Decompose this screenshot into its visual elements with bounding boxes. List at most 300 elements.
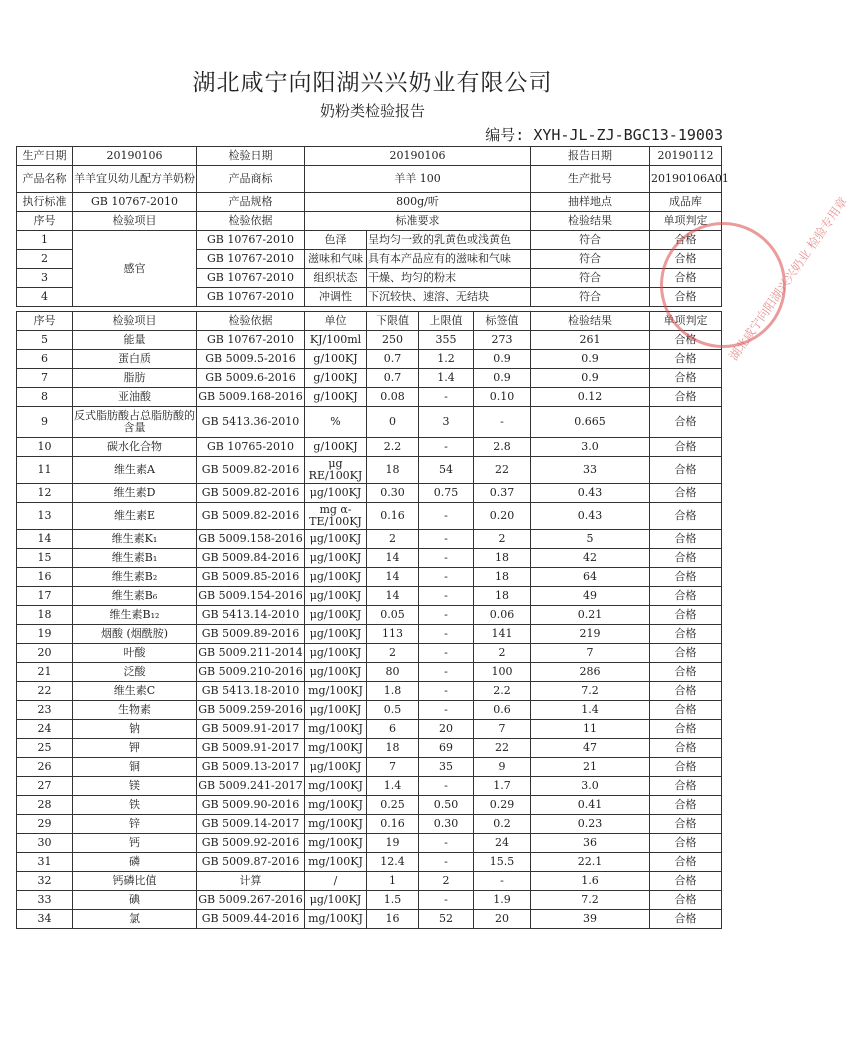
- table-row: [17, 663, 722, 682]
- basis-cell: GB 5413.14-2010: [197, 606, 305, 625]
- label-cell: 18: [474, 549, 531, 568]
- label-cell: 141: [474, 625, 531, 644]
- label-cell: 20: [474, 910, 531, 929]
- judge-cell: 合格: [650, 568, 722, 587]
- high-cell: 3: [419, 407, 474, 438]
- label-cell: 2.2: [474, 682, 531, 701]
- result-cell: 219: [531, 625, 650, 644]
- result-cell: 0.9: [531, 369, 650, 388]
- column-header: 标准要求: [305, 212, 531, 231]
- low-cell: 0.25: [367, 796, 419, 815]
- unit-cell: μg/100KJ: [305, 758, 367, 777]
- info-value: 20190106: [305, 147, 531, 166]
- judge-cell: 合格: [650, 484, 722, 503]
- low-cell: 2: [367, 644, 419, 663]
- label-cell: 1.9: [474, 891, 531, 910]
- judge-cell: 合格: [650, 796, 722, 815]
- judge-cell: 合格: [650, 369, 722, 388]
- low-cell: 250: [367, 331, 419, 350]
- basis-cell: GB 5009.154-2016: [197, 587, 305, 606]
- high-cell: -: [419, 606, 474, 625]
- info-value: 羊羊 100: [305, 166, 531, 193]
- result-cell: 49: [531, 587, 650, 606]
- basis-cell: GB 10767-2010: [197, 231, 305, 250]
- judge-cell: 合格: [650, 663, 722, 682]
- item-cell: 能量: [73, 331, 197, 350]
- high-cell: -: [419, 625, 474, 644]
- judge-cell: 合格: [650, 910, 722, 929]
- table-row: [17, 530, 722, 549]
- result-cell: 符合: [531, 231, 650, 250]
- table-row: [17, 388, 722, 407]
- table-row: [17, 796, 722, 815]
- column-header: 检验依据: [197, 212, 305, 231]
- label-cell: 1.7: [474, 777, 531, 796]
- basis-cell: GB 5009.14-2017: [197, 815, 305, 834]
- unit-cell: μg/100KJ: [305, 587, 367, 606]
- info-label: 报告日期: [531, 147, 650, 166]
- high-cell: 0.75: [419, 484, 474, 503]
- low-cell: 16: [367, 910, 419, 929]
- column-header: 单位: [305, 312, 367, 331]
- info-label: 执行标准: [17, 193, 73, 212]
- info-value: 800g/听: [305, 193, 531, 212]
- basis-cell: GB 5009.168-2016: [197, 388, 305, 407]
- item-cell: 碘: [73, 891, 197, 910]
- low-cell: 12.4: [367, 853, 419, 872]
- item-cell: 生物素: [73, 701, 197, 720]
- table-row: [17, 834, 722, 853]
- unit-cell: mg/100KJ: [305, 777, 367, 796]
- judge-cell: 合格: [650, 606, 722, 625]
- label-cell: 2: [474, 644, 531, 663]
- table-row: [17, 350, 722, 369]
- label-cell: 0.6: [474, 701, 531, 720]
- basis-cell: GB 5009.241-2017: [197, 777, 305, 796]
- info-label: 生产批号: [531, 166, 650, 193]
- result-cell: 1.6: [531, 872, 650, 891]
- seq-cell: 9: [17, 407, 73, 438]
- low-cell: 2: [367, 530, 419, 549]
- table-row: [17, 606, 722, 625]
- seq-cell: 4: [17, 288, 73, 307]
- result-cell: 39: [531, 910, 650, 929]
- low-cell: 0.7: [367, 369, 419, 388]
- seq-cell: 17: [17, 587, 73, 606]
- item-cell: 维生素C: [73, 682, 197, 701]
- sensory-sub-cell: 冲调性: [305, 288, 367, 307]
- unit-cell: μg/100KJ: [305, 606, 367, 625]
- item-cell: 脂肪: [73, 369, 197, 388]
- seq-cell: 34: [17, 910, 73, 929]
- result-cell: 64: [531, 568, 650, 587]
- low-cell: 1.5: [367, 891, 419, 910]
- report-number: 编号: XYH-JL-ZJ-BGC13-19003: [485, 126, 723, 144]
- high-cell: -: [419, 701, 474, 720]
- seq-cell: 8: [17, 388, 73, 407]
- basis-cell: GB 5009.91-2017: [197, 720, 305, 739]
- judge-cell: 合格: [650, 388, 722, 407]
- seq-cell: 14: [17, 530, 73, 549]
- result-cell: 42: [531, 549, 650, 568]
- judge-cell: 合格: [650, 872, 722, 891]
- result-cell: 0.23: [531, 815, 650, 834]
- label-cell: 0.29: [474, 796, 531, 815]
- unit-cell: mg/100KJ: [305, 796, 367, 815]
- info-value: 20190106: [73, 147, 197, 166]
- label-cell: 0.20: [474, 503, 531, 530]
- result-cell: 33: [531, 457, 650, 484]
- seq-cell: 7: [17, 369, 73, 388]
- result-cell: 符合: [531, 250, 650, 269]
- table-row: [17, 369, 722, 388]
- unit-cell: g/100KJ: [305, 388, 367, 407]
- unit-cell: μg/100KJ: [305, 663, 367, 682]
- sensory-header-row: [17, 212, 722, 231]
- basis-cell: GB 5009.267-2016: [197, 891, 305, 910]
- seq-cell: 18: [17, 606, 73, 625]
- label-cell: 273: [474, 331, 531, 350]
- seq-cell: 15: [17, 549, 73, 568]
- label-cell: 100: [474, 663, 531, 682]
- column-header: 标签值: [474, 312, 531, 331]
- seq-cell: 13: [17, 503, 73, 530]
- basis-cell: GB 5009.90-2016: [197, 796, 305, 815]
- label-cell: -: [474, 407, 531, 438]
- info-row-3: [17, 193, 722, 212]
- high-cell: 0.30: [419, 815, 474, 834]
- basis-cell: GB 5009.92-2016: [197, 834, 305, 853]
- table-row: [17, 815, 722, 834]
- item-cell: 钾: [73, 739, 197, 758]
- judge-cell: 合格: [650, 625, 722, 644]
- low-cell: 18: [367, 739, 419, 758]
- table-row: [17, 701, 722, 720]
- seq-cell: 21: [17, 663, 73, 682]
- table-row: [17, 407, 722, 438]
- sensory-sub-cell: 组织状态: [305, 269, 367, 288]
- item-cell: 钙磷比值: [73, 872, 197, 891]
- info-label: 产品名称: [17, 166, 73, 193]
- seq-cell: 30: [17, 834, 73, 853]
- item-cell: 维生素D: [73, 484, 197, 503]
- result-cell: 0.21: [531, 606, 650, 625]
- sensory-row: [17, 231, 722, 250]
- label-cell: 9: [474, 758, 531, 777]
- table-row: [17, 644, 722, 663]
- unit-cell: μg/100KJ: [305, 530, 367, 549]
- label-cell: 0.2: [474, 815, 531, 834]
- seq-cell: 6: [17, 350, 73, 369]
- unit-cell: g/100KJ: [305, 369, 367, 388]
- label-cell: 15.5: [474, 853, 531, 872]
- low-cell: 80: [367, 663, 419, 682]
- high-cell: -: [419, 530, 474, 549]
- basis-cell: GB 5009.5-2016: [197, 350, 305, 369]
- unit-cell: μg/100KJ: [305, 701, 367, 720]
- table-row: [17, 739, 722, 758]
- judge-cell: 合格: [650, 530, 722, 549]
- unit-cell: KJ/100ml: [305, 331, 367, 350]
- seq-cell: 32: [17, 872, 73, 891]
- low-cell: 0.16: [367, 815, 419, 834]
- table-row: [17, 758, 722, 777]
- info-value: 成品库: [650, 193, 722, 212]
- basis-cell: GB 5009.82-2016: [197, 484, 305, 503]
- high-cell: -: [419, 587, 474, 606]
- item-cell: 维生素B₁₂: [73, 606, 197, 625]
- unit-cell: g/100KJ: [305, 350, 367, 369]
- column-header: 上限值: [419, 312, 474, 331]
- low-cell: 0.7: [367, 350, 419, 369]
- high-cell: 52: [419, 910, 474, 929]
- high-cell: 355: [419, 331, 474, 350]
- result-cell: 3.0: [531, 777, 650, 796]
- judge-cell: 合格: [650, 682, 722, 701]
- low-cell: 0.16: [367, 503, 419, 530]
- judge-cell: 合格: [650, 758, 722, 777]
- table-row: [17, 720, 722, 739]
- column-header: 检验结果: [531, 212, 650, 231]
- info-value: 羊羊宜贝幼儿配方羊奶粉: [73, 166, 197, 193]
- high-cell: -: [419, 438, 474, 457]
- company-name: 湖北咸宁向阳湖兴兴奶业有限公司: [192, 70, 553, 96]
- info-label: 生产日期: [17, 147, 73, 166]
- item-cell: 蛋白质: [73, 350, 197, 369]
- info-row-2: [17, 166, 722, 193]
- judge-cell: 合格: [650, 457, 722, 484]
- basis-cell: GB 5009.211-2014: [197, 644, 305, 663]
- sensory-sub-cell: 滋味和气味: [305, 250, 367, 269]
- label-cell: 2: [474, 530, 531, 549]
- item-cell: 维生素E: [73, 503, 197, 530]
- basis-cell: GB 5009.85-2016: [197, 568, 305, 587]
- info-label: 产品商标: [197, 166, 305, 193]
- column-header: 单项判定: [650, 312, 722, 331]
- result-cell: 0.43: [531, 503, 650, 530]
- seq-cell: 12: [17, 484, 73, 503]
- judge-cell: 合格: [650, 549, 722, 568]
- seq-cell: 33: [17, 891, 73, 910]
- high-cell: 2: [419, 872, 474, 891]
- result-cell: 符合: [531, 288, 650, 307]
- column-header: 检验依据: [197, 312, 305, 331]
- high-cell: -: [419, 568, 474, 587]
- unit-cell: μg RE/100KJ: [305, 457, 367, 484]
- seq-cell: 24: [17, 720, 73, 739]
- requirement-cell: 呈均匀一致的乳黄色或浅黄色: [367, 231, 531, 250]
- column-header: 检验结果: [531, 312, 650, 331]
- label-cell: 0.10: [474, 388, 531, 407]
- low-cell: 0.05: [367, 606, 419, 625]
- item-cell: 烟酸 (烟酰胺): [73, 625, 197, 644]
- inspection-table: [16, 146, 729, 929]
- table-row: [17, 568, 722, 587]
- unit-cell: mg/100KJ: [305, 910, 367, 929]
- column-header: 序号: [17, 312, 73, 331]
- basis-cell: GB 5009.13-2017: [197, 758, 305, 777]
- unit-cell: mg/100KJ: [305, 720, 367, 739]
- low-cell: 18: [367, 457, 419, 484]
- high-cell: -: [419, 663, 474, 682]
- high-cell: -: [419, 549, 474, 568]
- seq-cell: 19: [17, 625, 73, 644]
- seq-cell: 23: [17, 701, 73, 720]
- sensory-sub-cell: 色泽: [305, 231, 367, 250]
- label-cell: 22: [474, 739, 531, 758]
- item-cell: 铜: [73, 758, 197, 777]
- basis-cell: GB 10767-2010: [197, 269, 305, 288]
- basis-cell: GB 5009.87-2016: [197, 853, 305, 872]
- column-header: 序号: [17, 212, 73, 231]
- result-cell: 5: [531, 530, 650, 549]
- judge-cell: 合格: [650, 853, 722, 872]
- unit-cell: mg/100KJ: [305, 815, 367, 834]
- item-cell: 磷: [73, 853, 197, 872]
- item-cell: 钠: [73, 720, 197, 739]
- result-cell: 7.2: [531, 891, 650, 910]
- info-label: 抽样地点: [531, 193, 650, 212]
- judge-cell: 合格: [650, 269, 722, 288]
- result-cell: 22.1: [531, 853, 650, 872]
- unit-cell: mg α-TE/100KJ: [305, 503, 367, 530]
- unit-cell: μg/100KJ: [305, 549, 367, 568]
- seq-cell: 2: [17, 250, 73, 269]
- sensory-group-cell: 感官: [73, 231, 197, 307]
- item-cell: 钙: [73, 834, 197, 853]
- label-cell: 7: [474, 720, 531, 739]
- high-cell: -: [419, 834, 474, 853]
- low-cell: 0: [367, 407, 419, 438]
- official-seal: [660, 222, 786, 348]
- unit-cell: μg/100KJ: [305, 568, 367, 587]
- item-cell: 维生素K₁: [73, 530, 197, 549]
- judge-cell: 合格: [650, 438, 722, 457]
- seq-cell: 1: [17, 231, 73, 250]
- item-cell: 维生素B₂: [73, 568, 197, 587]
- label-cell: 2.8: [474, 438, 531, 457]
- result-cell: 21: [531, 758, 650, 777]
- table-row: [17, 331, 722, 350]
- table-row: [17, 891, 722, 910]
- seq-cell: 28: [17, 796, 73, 815]
- judge-cell: 合格: [650, 331, 722, 350]
- seq-cell: 27: [17, 777, 73, 796]
- unit-cell: %: [305, 407, 367, 438]
- item-cell: 亚油酸: [73, 388, 197, 407]
- unit-cell: mg/100KJ: [305, 834, 367, 853]
- low-cell: 7: [367, 758, 419, 777]
- label-cell: 0.9: [474, 350, 531, 369]
- judge-cell: 合格: [650, 503, 722, 530]
- document-title: 奶粉类检验报告: [319, 102, 425, 120]
- judge-cell: 合格: [650, 891, 722, 910]
- item-cell: 镁: [73, 777, 197, 796]
- column-header: 检验项目: [73, 212, 197, 231]
- low-cell: 14: [367, 568, 419, 587]
- label-cell: 0.37: [474, 484, 531, 503]
- label-cell: 22: [474, 457, 531, 484]
- item-cell: 泛酸: [73, 663, 197, 682]
- result-cell: 7.2: [531, 682, 650, 701]
- info-label: 检验日期: [197, 147, 305, 166]
- table-row: [17, 484, 722, 503]
- basis-cell: 计算: [197, 872, 305, 891]
- result-cell: 3.0: [531, 438, 650, 457]
- high-cell: -: [419, 777, 474, 796]
- judge-cell: 合格: [650, 231, 722, 250]
- low-cell: 0.5: [367, 701, 419, 720]
- basis-cell: GB 5009.6-2016: [197, 369, 305, 388]
- unit-cell: mg/100KJ: [305, 682, 367, 701]
- basis-cell: GB 5009.259-2016: [197, 701, 305, 720]
- info-value: 20190112: [650, 147, 722, 166]
- low-cell: 113: [367, 625, 419, 644]
- table-row: [17, 853, 722, 872]
- judge-cell: 合格: [650, 350, 722, 369]
- basis-cell: GB 10765-2010: [197, 438, 305, 457]
- basis-cell: GB 5413.36-2010: [197, 407, 305, 438]
- high-cell: 1.2: [419, 350, 474, 369]
- item-cell: 铁: [73, 796, 197, 815]
- seq-cell: 22: [17, 682, 73, 701]
- high-cell: -: [419, 853, 474, 872]
- table-row: [17, 549, 722, 568]
- unit-cell: μg/100KJ: [305, 625, 367, 644]
- label-cell: 18: [474, 587, 531, 606]
- low-cell: 0.08: [367, 388, 419, 407]
- basis-cell: GB 10767-2010: [197, 331, 305, 350]
- table-row: [17, 777, 722, 796]
- label-cell: 24: [474, 834, 531, 853]
- seq-cell: 16: [17, 568, 73, 587]
- item-cell: 叶酸: [73, 644, 197, 663]
- info-label: 产品规格: [197, 193, 305, 212]
- low-cell: 1: [367, 872, 419, 891]
- judge-cell: 合格: [650, 250, 722, 269]
- judge-cell: 合格: [650, 777, 722, 796]
- result-cell: 0.665: [531, 407, 650, 438]
- low-cell: 14: [367, 549, 419, 568]
- low-cell: 14: [367, 587, 419, 606]
- seal-text: 湖北咸宁向阳湖兴兴奶业 检验专用章: [726, 194, 851, 364]
- item-cell: 维生素A: [73, 457, 197, 484]
- info-value: GB 10767-2010: [73, 193, 197, 212]
- seq-cell: 3: [17, 269, 73, 288]
- high-cell: 69: [419, 739, 474, 758]
- high-cell: -: [419, 388, 474, 407]
- low-cell: 0.30: [367, 484, 419, 503]
- unit-cell: μg/100KJ: [305, 644, 367, 663]
- judge-cell: 合格: [650, 834, 722, 853]
- unit-cell: mg/100KJ: [305, 853, 367, 872]
- judge-cell: 合格: [650, 701, 722, 720]
- high-cell: 0.50: [419, 796, 474, 815]
- table-row: [17, 457, 722, 484]
- result-cell: 0.9: [531, 350, 650, 369]
- label-cell: 0.06: [474, 606, 531, 625]
- result-cell: 符合: [531, 269, 650, 288]
- seq-cell: 20: [17, 644, 73, 663]
- basis-cell: GB 5009.89-2016: [197, 625, 305, 644]
- table-row: [17, 910, 722, 929]
- result-cell: 47: [531, 739, 650, 758]
- judge-cell: 合格: [650, 815, 722, 834]
- seq-cell: 31: [17, 853, 73, 872]
- unit-cell: /: [305, 872, 367, 891]
- item-cell: 锌: [73, 815, 197, 834]
- basis-cell: GB 5009.82-2016: [197, 457, 305, 484]
